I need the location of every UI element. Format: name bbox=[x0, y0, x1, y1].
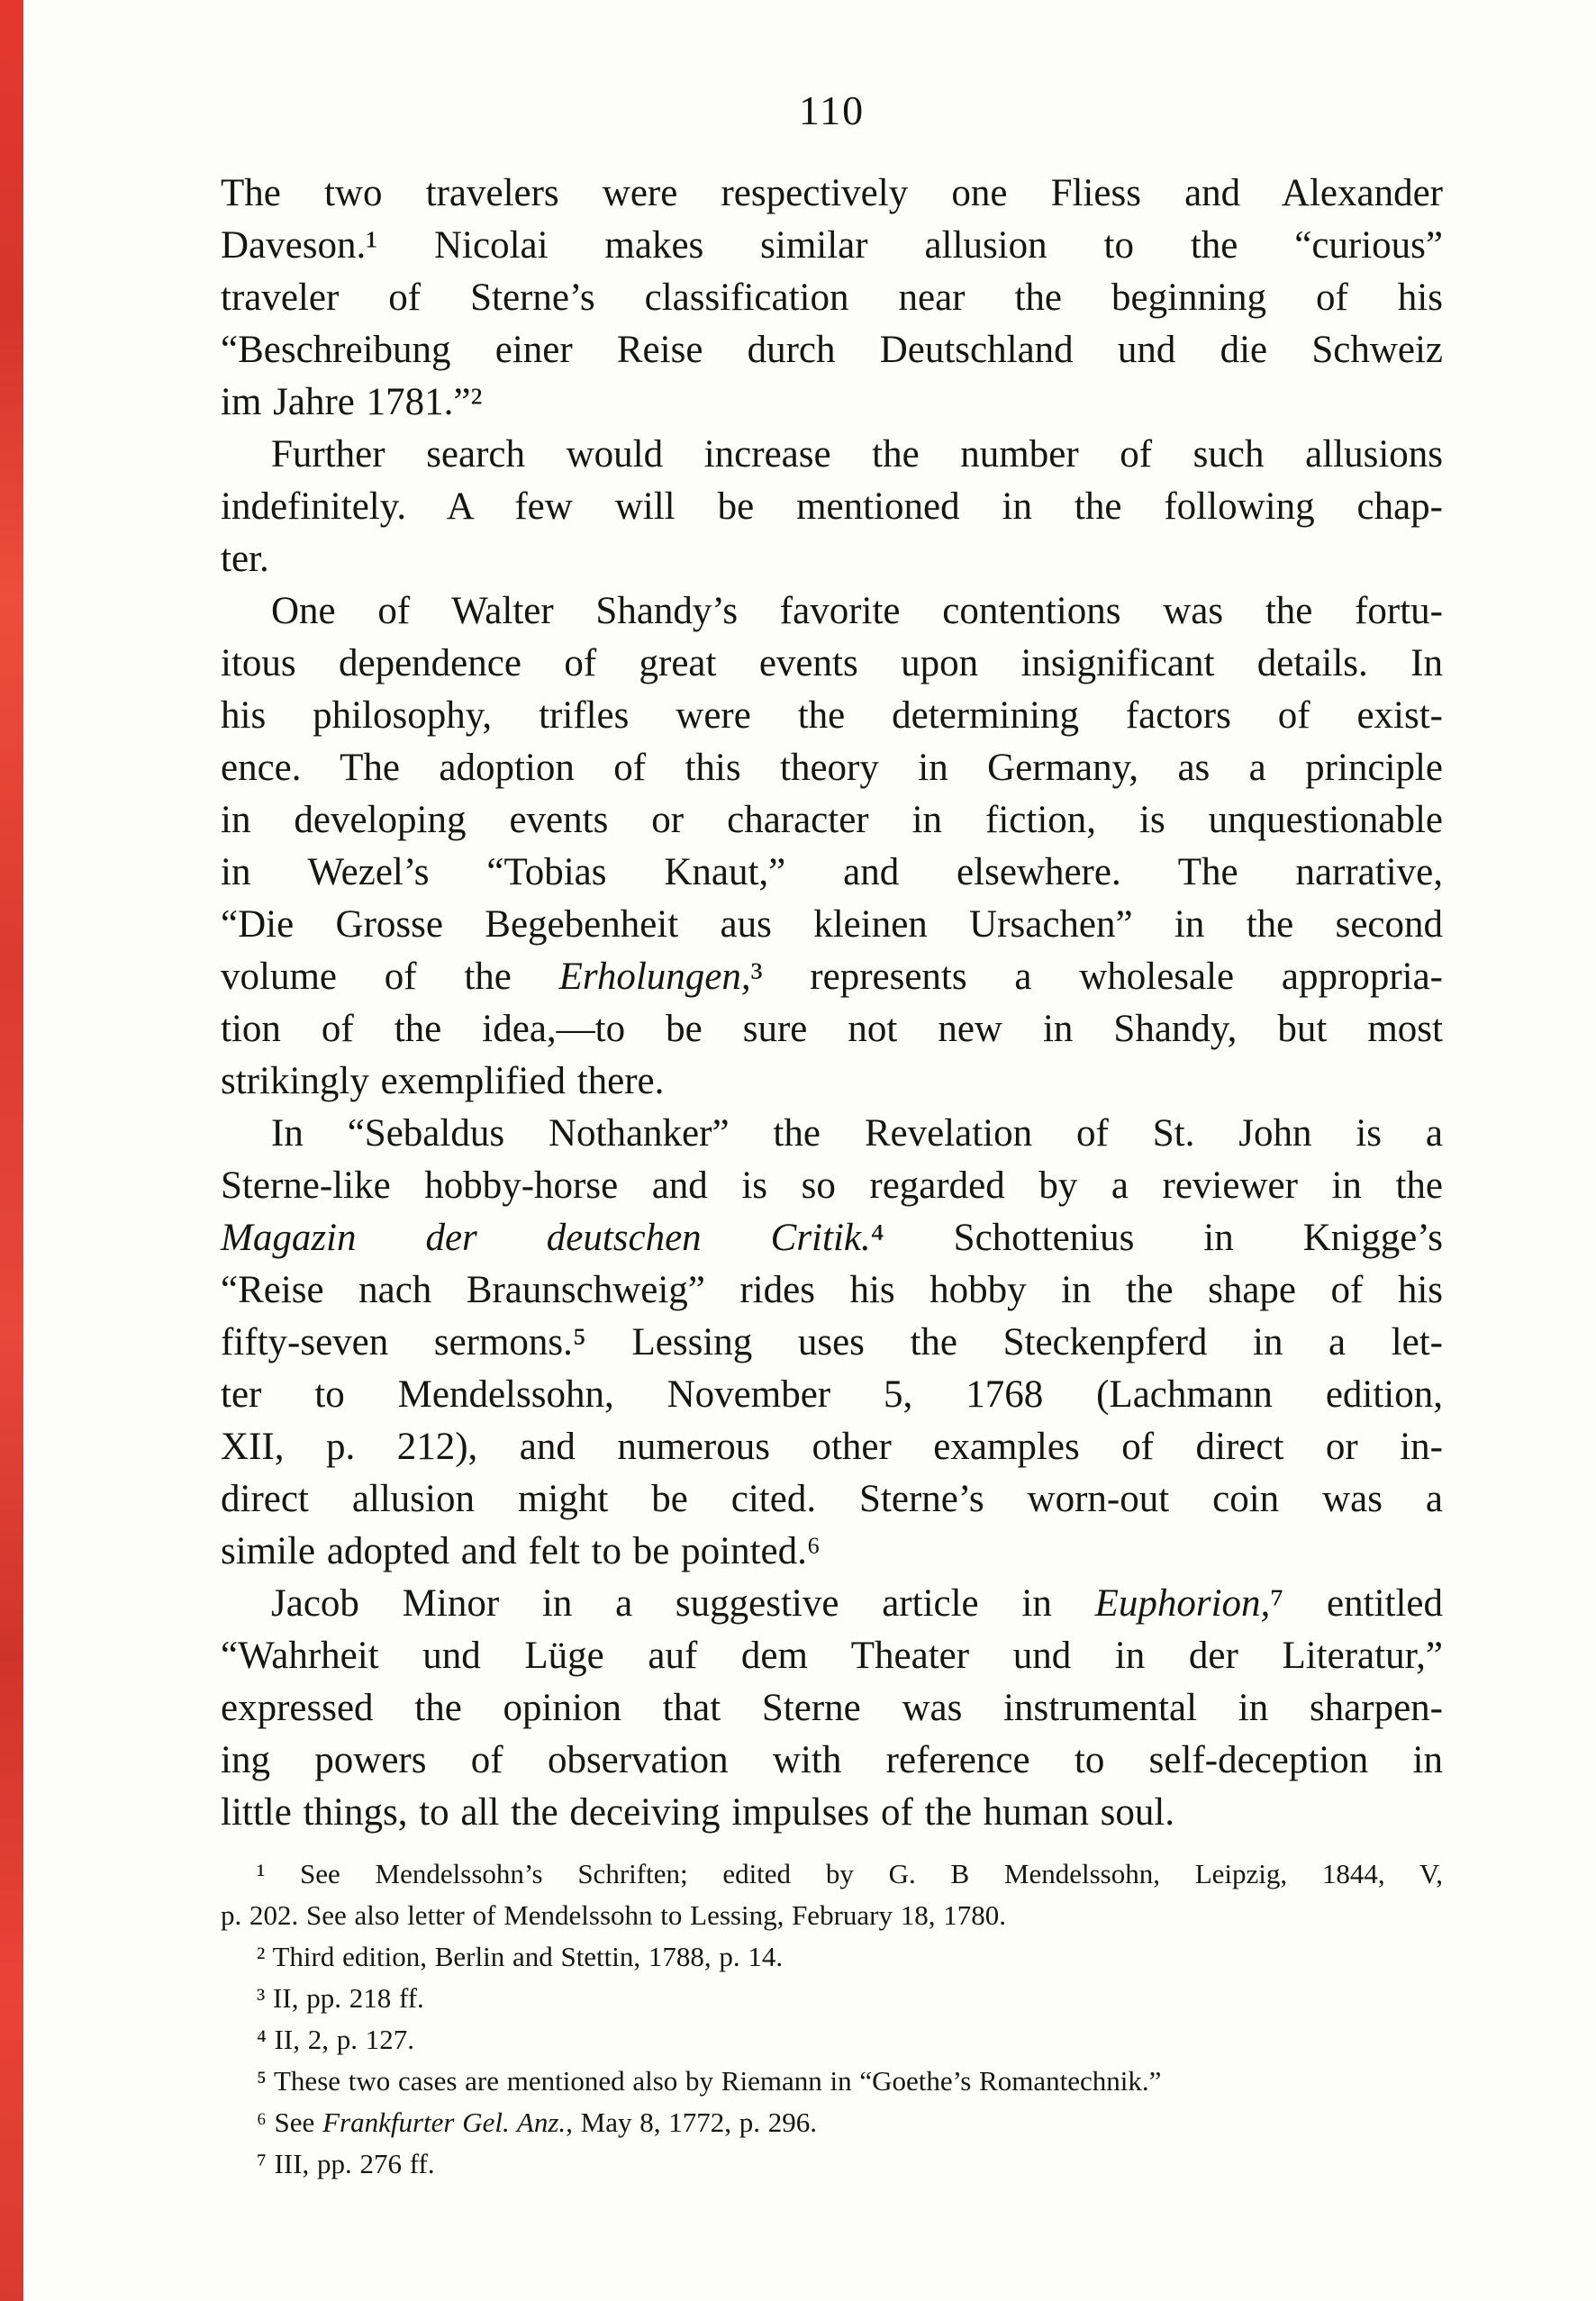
text-segment: itous dependence of great events upon insignificant details. In bbox=[221, 642, 1443, 684]
text-segment: ⁷ entitled bbox=[1270, 1582, 1443, 1625]
text-line bbox=[221, 533, 1443, 585]
paragraph bbox=[221, 1578, 1443, 1839]
text-segment: fifty-seven sermons.⁵ Lessing uses the Steckenpferd in a let- bbox=[221, 1321, 1443, 1363]
text-segment: May 8, 1772, p. 296. bbox=[572, 2106, 817, 2138]
italic-text: Euphorion, bbox=[1094, 1582, 1271, 1625]
text-segment: strikingly exemplified there. bbox=[221, 1060, 665, 1102]
text-line bbox=[221, 951, 1443, 1003]
text-line bbox=[221, 1735, 1443, 1787]
text-segment: “Die Grosse Begebenheit aus kleinen Ursachen” in the second bbox=[221, 903, 1443, 946]
footnote bbox=[221, 2143, 1443, 2185]
text-segment: ³ II, pp. 218 ff. bbox=[257, 1982, 424, 2014]
text-line bbox=[221, 1526, 1443, 1578]
text-segment: p. 202. See also letter of Mendelssohn to Lessing, February 18, 1780. bbox=[221, 1899, 1006, 1931]
text-segment: Sterne-like hobby-horse and is so regarded by a reviewer in the bbox=[221, 1164, 1443, 1207]
text-segment: direct allusion might be cited. Sterne’s worn-out coin was a bbox=[221, 1478, 1443, 1520]
text-line bbox=[221, 1317, 1443, 1369]
text-segment: little things, to all the deceiving impulses of the human soul. bbox=[221, 1791, 1175, 1834]
text-line bbox=[221, 220, 1443, 272]
text-line bbox=[221, 1108, 1443, 1160]
text-line bbox=[221, 168, 1443, 220]
text-segment: in developing events or character in fiction, is unquestionable bbox=[221, 799, 1443, 841]
text-segment: One of Walter Shandy’s favorite contentions was the fortu- bbox=[271, 590, 1443, 632]
text-segment: volume of the bbox=[221, 956, 559, 998]
text-line bbox=[221, 794, 1443, 847]
text-line bbox=[221, 1895, 1443, 1936]
paragraph bbox=[221, 1108, 1443, 1578]
text-line bbox=[221, 1421, 1443, 1473]
text-segment: ³ represents a wholesale appropria- bbox=[750, 956, 1443, 998]
footnote bbox=[221, 2019, 1443, 2061]
text-segment: in Wezel’s “Tobias Knaut,” and elsewhere. The narrative, bbox=[221, 851, 1443, 893]
text-segment: ter. bbox=[221, 538, 269, 580]
page-number: 110 bbox=[798, 87, 866, 133]
text-line bbox=[221, 690, 1443, 742]
text-line bbox=[221, 1630, 1443, 1682]
text-line bbox=[221, 1978, 1443, 2019]
text-segment: his philosophy, trifles were the determining factors of exist- bbox=[221, 694, 1443, 737]
text-line bbox=[221, 847, 1443, 899]
text-segment: Daveson.¹ Nicolai makes similar allusion to the “curious” bbox=[221, 224, 1443, 267]
text-line bbox=[221, 1853, 1443, 1895]
text-segment: expressed the opinion that Sterne was instrumental in sharpen- bbox=[221, 1687, 1443, 1729]
text-segment: Further search would increase the number of such allusions bbox=[271, 433, 1443, 476]
text-line bbox=[221, 2019, 1443, 2061]
text-segment: ⁶ See bbox=[257, 2106, 323, 2138]
text-segment: ⁵ These two cases are mentioned also by Riemann in “Goethe’s Romantechnik.” bbox=[257, 2065, 1162, 2097]
paragraph bbox=[221, 585, 1443, 1108]
paragraph bbox=[221, 168, 1443, 429]
text-segment: ing powers of observation with reference to self-deception in bbox=[221, 1739, 1443, 1781]
paragraph bbox=[221, 429, 1443, 585]
text-line bbox=[221, 376, 1443, 429]
text-segment: ⁴ II, 2, p. 127. bbox=[257, 2024, 414, 2055]
footnote bbox=[221, 1853, 1443, 1936]
footnote bbox=[221, 2061, 1443, 2102]
text-line bbox=[221, 272, 1443, 324]
italic-text: Frankfurter Gel. Anz., bbox=[322, 2106, 573, 2138]
text-line bbox=[221, 1264, 1443, 1317]
text-line bbox=[221, 1682, 1443, 1735]
text-segment: indefinitely. A few will be mentioned in the following chap- bbox=[221, 485, 1443, 528]
text-segment: simile adopted and felt to be pointed.⁶ bbox=[221, 1530, 821, 1572]
text-line bbox=[221, 324, 1443, 376]
text-segment: XII, p. 212), and numerous other examples of direct or in- bbox=[221, 1426, 1443, 1468]
text-segment: ⁴ Schottenius in Knigge’s bbox=[870, 1217, 1443, 1259]
text-line bbox=[221, 1160, 1443, 1212]
text-line bbox=[221, 638, 1443, 690]
footnote bbox=[221, 1936, 1443, 1978]
text-line bbox=[221, 2102, 1443, 2143]
body-text bbox=[221, 168, 1443, 1839]
text-segment: Jacob Minor in a suggestive article in bbox=[271, 1582, 1095, 1625]
text-line bbox=[221, 1003, 1443, 1055]
text-line bbox=[221, 742, 1443, 794]
text-segment: In “Sebaldus Nothanker” the Revelation of St. John is a bbox=[271, 1112, 1443, 1155]
text-line bbox=[221, 429, 1443, 481]
text-line bbox=[221, 1787, 1443, 1839]
italic-text: Erholungen, bbox=[558, 956, 751, 998]
text-line bbox=[221, 585, 1443, 638]
text-segment: ² Third edition, Berlin and Stettin, 1788, p. 14. bbox=[257, 1941, 784, 1972]
text-segment: “Wahrheit und Lüge auf dem Theater und in der Literatur,” bbox=[221, 1635, 1443, 1677]
text-segment: ⁷ III, pp. 276 ff. bbox=[257, 2148, 435, 2179]
scan-edge-artifact bbox=[0, 0, 23, 2301]
text-line bbox=[221, 1473, 1443, 1526]
text-segment: The two travelers were respectively one Fliess and Alexander bbox=[221, 172, 1443, 214]
text-segment: tion of the idea,—to be sure not new in Shandy, but most bbox=[221, 1008, 1443, 1050]
footnote bbox=[221, 2102, 1443, 2143]
text-line bbox=[221, 1055, 1443, 1108]
text-segment: ¹ See Mendelssohn’s Schriften; edited by G. B Mendelssohn, Leipzig, 1844, V, bbox=[257, 1858, 1443, 1889]
text-line bbox=[221, 481, 1443, 533]
text-segment: “Beschreibung einer Reise durch Deutschland und die Schweiz bbox=[221, 329, 1443, 371]
text-segment: traveler of Sterne’s classification near the beginning of his bbox=[221, 276, 1443, 319]
text-segment: im Jahre 1781.”² bbox=[221, 381, 483, 423]
italic-text: Magazin der deutschen Critik. bbox=[221, 1217, 871, 1259]
text-line bbox=[221, 1369, 1443, 1421]
text-line bbox=[221, 1212, 1443, 1264]
text-line bbox=[221, 899, 1443, 951]
text-segment: ter to Mendelssohn, November 5, 1768 (Lachmann edition, bbox=[221, 1373, 1443, 1416]
text-line bbox=[221, 2061, 1443, 2102]
footnotes bbox=[221, 1853, 1443, 2185]
footnote bbox=[221, 1978, 1443, 2019]
text-line bbox=[221, 1578, 1443, 1630]
text-line bbox=[221, 2143, 1443, 2185]
text-segment: “Reise nach Braunschweig” rides his hobby in the shape of his bbox=[221, 1269, 1443, 1311]
text-line bbox=[221, 1936, 1443, 1978]
text-segment: ence. The adoption of this theory in Germany, as a principle bbox=[221, 747, 1443, 789]
